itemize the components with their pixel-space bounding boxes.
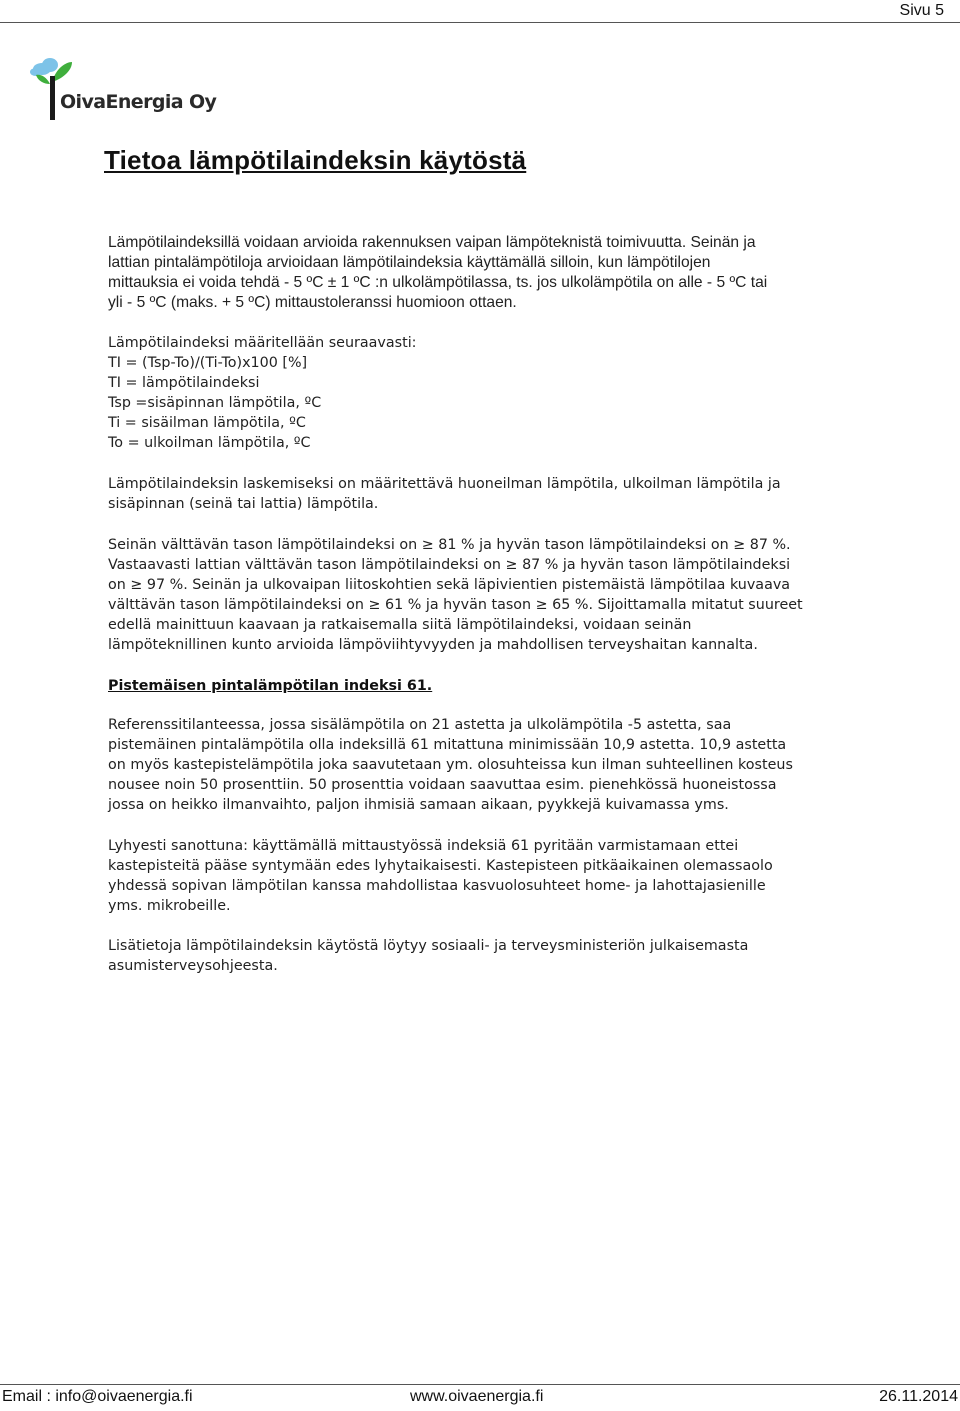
logo-cloud-leaf-icon [28, 56, 88, 96]
text-line: lattian pintalämpötiloja arvioidaan lämpötilaindeksia käyttämällä silloin, kun lämpötilojen [108, 254, 711, 271]
text-line: nousee noin 50 prosenttiin. 50 prosenttia voidaan saavuttaa esim. pienehkössä huoneistossa [108, 777, 777, 793]
text-line: sisäpinnan (seinä tai lattia) lämpötila. [108, 496, 379, 512]
text-line: asumisterveysohjeesta. [108, 958, 278, 974]
summary-paragraph [108, 836, 888, 916]
text-line: To = ulkoilman lämpötila, ºC [108, 435, 311, 451]
definition-paragraph [108, 333, 888, 453]
page-number: Sivu 5 [899, 2, 944, 19]
footer-date: 26.11.2014 [879, 1388, 958, 1405]
text-line: kastepisteitä pääse syntymään edes lyhytaikaisesti. Kastepisteen pitkäaikainen olemassaolo [108, 858, 773, 874]
logo-text: OivaEnergia Oy [60, 91, 217, 113]
text-line: TI = lämpötilaindeksi [108, 375, 260, 391]
company-logo [28, 56, 217, 126]
section-heading: Pistemäisen pintalämpötilan indeksi 61. [108, 678, 433, 694]
logo-bar [50, 76, 55, 120]
text-line: Referenssitilanteessa, jossa sisälämpötila on 21 astetta ja ulkolämpötila -5 astetta, saa [108, 717, 732, 733]
text-line: jossa on heikko ilmanvaihto, paljon ihmisiä samaan aikaan, pyykkejä kuivamassa yms. [108, 797, 729, 813]
page-title: Tietoa lämpötilaindeksin käytöstä [104, 145, 527, 175]
text-line: Lämpötilaindeksillä voidaan arvioida rakennuksen vaipan lämpöteknistä toimivuutta. Seinän ja [108, 234, 756, 251]
text-line: Lämpötilaindeksin laskemiseksi on määritettävä huoneilman lämpötila, ulkoilman lämpötila ja [108, 476, 781, 492]
reference-paragraph [108, 715, 888, 815]
text-line: Seinän välttävän tason lämpötilaindeksi on ≥ 81 % ja hyvän tason lämpötilaindeksi on ≥ 87 %. [108, 537, 791, 553]
formula-line: TI = (Tsp-To)/(Ti-To)x100 [%] [108, 355, 308, 371]
text-line: välttävän tason lämpötilaindeksi on ≥ 61 % ja hyvän tason ≥ 65 %. Sijoittamalla mitatut suureet [108, 597, 803, 613]
text-line: Lämpötilaindeksi määritellään seuraavasti: [108, 335, 417, 351]
text-line: Lyhyesti sanottuna: käyttämällä mittaustyössä indeksiä 61 pyritään varmistamaan ettei [108, 838, 739, 854]
text-line: edellä mainittuun kaavaan ja ratkaisemalla siitä lämpötilaindeksi, voidaan seinän [108, 617, 692, 633]
text-line: on ≥ 97 %. Seinän ja ulkovaipan liitoskohtien sekä läpivientien pistemäistä lämpötilaa kuvaava [108, 577, 791, 593]
text-line: yhdessä sopivan lämpötilan kanssa mahdollistaa kasvuolosuhteet home- ja lahottajasienille [108, 878, 766, 894]
text-line: yms. mikrobeille. [108, 898, 231, 914]
text-line: yli - 5 ºC (maks. + 5 ºC) mittaustoleranssi huomioon ottaen. [108, 294, 517, 311]
text-line: pistemäinen pintalämpötila olla indeksillä 61 mitattuna minimissään 10,9 astetta. 10,9 astetta [108, 737, 787, 753]
text-line: on myös kastepistelämpötila joka saavutetaan ym. olosuhteissa kun ilman suhteellinen kosteus [108, 757, 793, 773]
header-divider [0, 22, 960, 23]
calculation-paragraph [108, 474, 888, 514]
text-line: lämpöteknillinen kunto arvioida lämpöviihtyvyyden ja mahdollisen terveyshaitan kannalta. [108, 637, 758, 653]
section-heading-wrapper [108, 676, 888, 696]
footer-divider [0, 1384, 960, 1385]
footer-email[interactable]: Email : info@oivaenergia.fi [2, 1388, 193, 1405]
text-line: Ti = sisäilman lämpötila, ºC [108, 415, 306, 431]
intro-paragraph [108, 233, 888, 313]
more-info-paragraph [108, 936, 888, 976]
text-line: Vastaavasti lattian välttävän tason lämpötilaindeksi on ≥ 87 % ja hyvän tason lämpötilaindeksi [108, 557, 791, 573]
footer-website-link[interactable]: www.oivaenergia.fi [410, 1388, 544, 1405]
levels-paragraph [108, 535, 888, 655]
text-line: Lisätietoja lämpötilaindeksin käytöstä löytyy sosiaali- ja terveysministeriön julkaisemasta [108, 938, 749, 954]
text-line: mittauksia ei voida tehdä - 5 ºC ± 1 ºC :n ulkolämpötilassa, ts. jos ulkolämpötila on alle - 5 ºC tai [108, 274, 768, 291]
text-line: Tsp =sisäpinnan lämpötila, ºC [108, 395, 322, 411]
